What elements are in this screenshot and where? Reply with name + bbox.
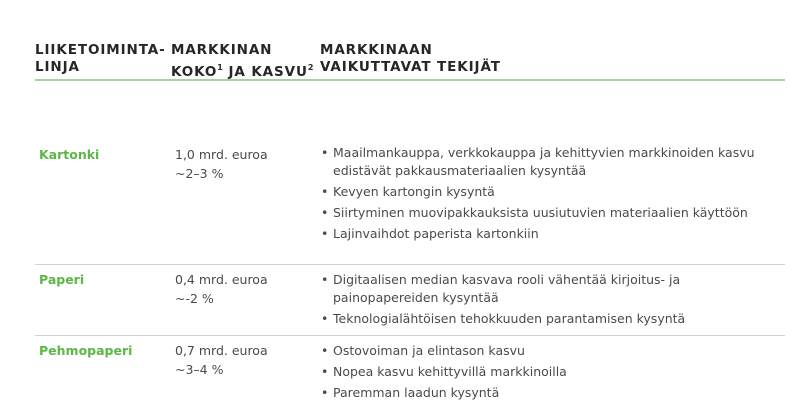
header-market-drivers-line1: MARKKINAAN xyxy=(320,42,433,58)
driver-text: Maailmankauppa, verkkokauppa ja kehittyvien markkinoiden kasvu edistävät pakkausmateriaalien kysyntää xyxy=(333,145,755,178)
header-market-drivers xyxy=(320,42,501,76)
driver-text: Teknologialähtöisen tehokkuuden parantamisen kysyntä xyxy=(333,311,686,326)
market-growth-value: ~-2 % xyxy=(175,290,214,306)
header-business-line-line1: LIIKETOIMINTA- xyxy=(35,42,166,58)
bullet-icon: • xyxy=(321,205,329,220)
bullet-icon: • xyxy=(321,364,329,379)
bullet-icon: • xyxy=(321,184,329,199)
driver-item xyxy=(320,363,785,381)
header-growth-word: JA KASVU xyxy=(222,64,308,80)
bullet-icon: • xyxy=(321,343,329,358)
header-market-size-line1: MARKKINAN xyxy=(171,42,273,58)
table-row-board xyxy=(35,144,785,264)
driver-list xyxy=(320,271,785,328)
bullet-icon: • xyxy=(321,145,329,160)
driver-item xyxy=(320,342,785,360)
business-line-name: Kartonki xyxy=(39,147,100,162)
driver-item xyxy=(320,183,785,201)
table-row-paper xyxy=(35,264,785,335)
header-business-line-line2: LINJA xyxy=(35,59,80,75)
driver-item xyxy=(320,310,785,328)
header-size-word: KOKO xyxy=(171,64,218,80)
driver-text: Ostovoiman ja elintason kasvu xyxy=(333,343,525,358)
header-market-drivers-line2: VAIKUTTAVAT TEKIJÄT xyxy=(320,59,501,75)
market-size-cell xyxy=(175,271,268,308)
market-size-value: 0,4 mrd. euroa xyxy=(175,272,268,287)
driver-item xyxy=(320,225,785,243)
market-growth-value: ~3–4 % xyxy=(175,361,224,377)
driver-text: Siirtyminen muovipakkauksista uusiutuvien materiaalien käyttöön xyxy=(333,205,748,220)
header-business-line xyxy=(35,42,166,76)
market-growth-value: ~2–3 % xyxy=(175,165,224,181)
driver-text: Nopea kasvu kehittyvillä markkinoilla xyxy=(333,364,567,379)
market-size-value: 0,7 mrd. euroa xyxy=(175,343,268,358)
market-size-cell xyxy=(175,342,268,379)
table-header xyxy=(35,40,785,81)
driver-item xyxy=(320,204,785,222)
driver-item xyxy=(320,144,785,180)
driver-list xyxy=(320,144,785,243)
bullet-icon: • xyxy=(321,385,329,400)
market-size-cell xyxy=(175,146,268,183)
table-row-tissue xyxy=(35,335,785,406)
business-line-name: Paperi xyxy=(39,272,85,287)
header-market-size-line2 xyxy=(171,59,313,81)
driver-text: Kevyen kartongin kysyntä xyxy=(333,184,495,199)
footnote-marker-2: 2 xyxy=(307,63,314,72)
driver-text: Paremman laadun kysyntä xyxy=(333,385,500,400)
business-line-name: Pehmopaperi xyxy=(39,343,133,358)
driver-list xyxy=(320,342,785,402)
header-market-size xyxy=(171,42,313,81)
footnote-marker-1: 1 xyxy=(217,63,223,72)
bullet-icon: • xyxy=(321,272,329,287)
driver-item xyxy=(320,271,785,307)
market-size-value: 1,0 mrd. euroa xyxy=(175,147,268,162)
bullet-icon: • xyxy=(321,311,329,326)
market-table xyxy=(35,40,785,406)
driver-text: Lajinvaihdot paperista kartonkiin xyxy=(333,226,539,241)
bullet-icon: • xyxy=(321,226,329,241)
driver-item xyxy=(320,384,785,402)
driver-text: Digitaalisen median kasvava rooli vähentää kirjoitus- ja painopapereiden kysyntää xyxy=(333,272,681,305)
